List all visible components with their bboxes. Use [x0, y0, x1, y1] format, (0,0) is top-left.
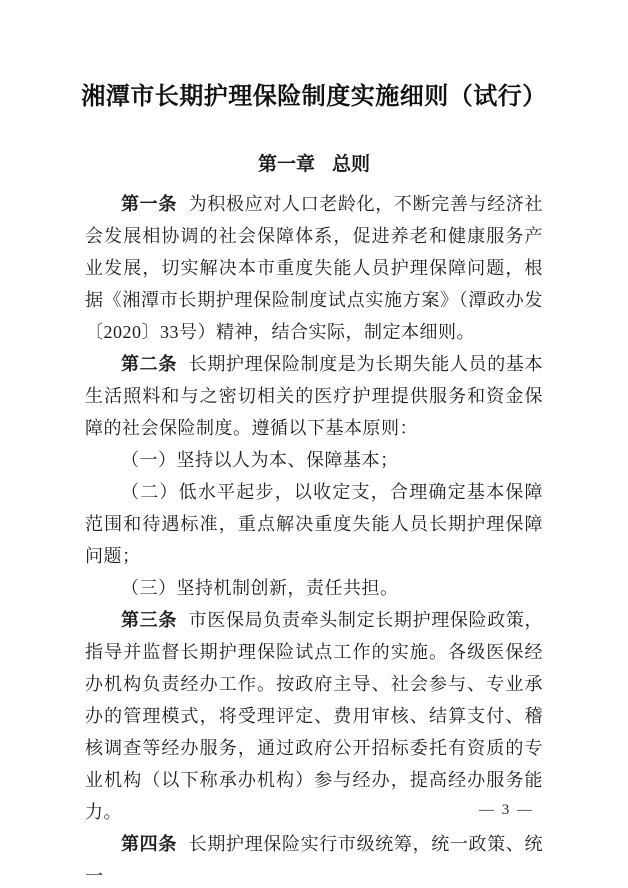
- article-3-number: 第三条: [121, 610, 177, 630]
- document-title: 湘潭市长期护理保险制度实施细则（试行）: [81, 84, 547, 110]
- chapter-number: 第一章: [257, 154, 315, 175]
- article-4-text: 长期护理保险实行市级统筹，统一政策、统一: [85, 834, 544, 886]
- article-2-number: 第二条: [121, 354, 177, 374]
- article-3-text: 市医保局负责牵头制定长期护理保险政策，指导并监督长期护理保险试点工作的实施。各级医保经办机构负责经办工作。按政府主导、社会参与、专业承办的管理模式，将受理评定、费用审核、结算支付、稽核调查等经办服务，通过政府公开招标委托有资质的专业机构（以下称承办机构）参与经办，提高经办服务能力。: [85, 610, 544, 822]
- article-2-text: 长期护理保险制度是为长期失能人员的基本生活照料和与之密切相关的医疗护理提供服务和资金保障的社会保险制度。遵循以下基本原则：: [85, 354, 544, 438]
- chapter-name: 总则: [332, 154, 371, 175]
- document-body: [85, 188, 543, 888]
- article-4-number: 第四条: [121, 834, 177, 854]
- list-item-1: [85, 444, 543, 476]
- list-item-3-text: （三）坚持机制创新，责任共担。: [121, 578, 399, 598]
- paragraph-article-1: [85, 188, 543, 348]
- list-item-1-text: （一）坚持以人为本、保障基本；: [121, 450, 399, 470]
- paragraph-article-3: [85, 604, 543, 828]
- chapter-heading: [0, 111, 628, 176]
- list-item-3: [85, 572, 543, 604]
- page-number: — 3 —: [479, 802, 534, 818]
- paragraph-article-2: [85, 348, 543, 444]
- article-1-text: 为积极应对人口老龄化，不断完善与经济社会发展相协调的社会保障体系，促进养老和健康服务产业发展，切实解决本市重度失能人员护理保障问题，根据《湘潭市长期护理保险制度试点实施方案》（潭政办发〔2020〕33号）精神，结合实际，制定本细则。: [85, 194, 544, 342]
- article-1-number: 第一条: [121, 194, 177, 214]
- list-item-2-text: （二）低水平起步，以收定支，合理确定基本保障范围和待遇标准，重点解决重度失能人员长期护理保障问题；: [85, 482, 543, 566]
- paragraph-article-4: [85, 828, 543, 888]
- list-item-2: [85, 476, 543, 572]
